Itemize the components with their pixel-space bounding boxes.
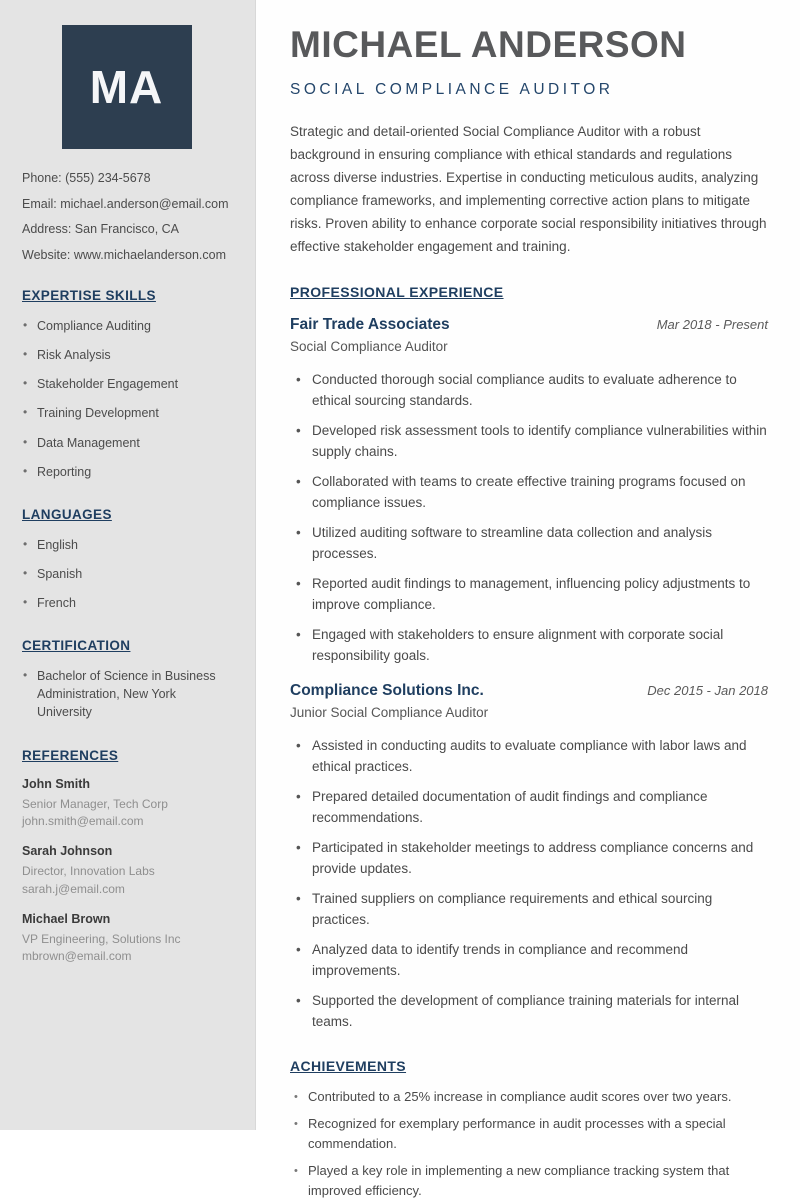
reference-role: Director, Innovation Labs	[22, 864, 155, 879]
job-bullet: • Trained suppliers on compliance requirements and ethical sourcing practices.	[290, 888, 768, 930]
contact-phone: Phone: (555) 234-5678	[22, 171, 151, 185]
reference-name: Sarah Johnson	[22, 844, 113, 859]
main-content	[257, 0, 800, 1198]
reference-email: sarah.j@email.com	[22, 881, 125, 896]
person-job-title: SOCIAL COMPLIANCE AUDITOR	[290, 80, 614, 98]
job-bullet: • Utilized auditing software to streamline data collection and analysis processes.	[290, 522, 768, 564]
company-name: Fair Trade Associates	[290, 315, 450, 333]
reference-name: Michael Brown	[22, 912, 111, 927]
reference-role: Senior Manager, Tech Corp	[22, 796, 168, 811]
references-heading: REFERENCES	[22, 747, 119, 763]
job-bullets	[290, 369, 768, 666]
job-role: Junior Social Compliance Auditor	[290, 704, 489, 720]
job-bullet: • Engaged with stakeholders to ensure alignment with corporate social responsibility goals.	[290, 624, 768, 666]
skills-list	[22, 317, 231, 481]
skill-item: • Training Development	[22, 404, 231, 422]
achievement-item: • Recognized for exemplary performance in audit processes with a special commendation.	[290, 1114, 768, 1154]
certification-item: • Bachelor of Science in Business Administration, New York University	[22, 667, 231, 721]
skill-item: • Data Management	[22, 434, 231, 452]
languages-list	[22, 536, 231, 612]
achievements-heading: ACHIEVEMENTS	[290, 1057, 407, 1074]
certification-list	[22, 667, 231, 721]
job-dates: Mar 2018 - Present	[656, 316, 768, 332]
reference-person	[22, 844, 231, 898]
avatar-initials: MA	[89, 61, 164, 113]
language-item: • French	[22, 594, 231, 612]
reference-person	[22, 912, 231, 966]
language-item: • Spanish	[22, 565, 231, 583]
languages-heading: LANGUAGES	[22, 506, 112, 522]
job-bullet: • Supported the development of compliance training materials for internal teams.	[290, 990, 768, 1032]
job-bullets	[290, 735, 768, 1032]
reference-role: VP Engineering, Solutions Inc	[22, 932, 181, 947]
job-bullet: • Participated in stakeholder meetings to address compliance concerns and provide updates.	[290, 837, 768, 879]
job-entry	[290, 682, 768, 1032]
job-header	[290, 316, 768, 334]
job-bullet: • Reported audit findings to management, influencing policy adjustments to improve compliance.	[290, 573, 768, 615]
achievement-item: • Contributed to a 25% increase in compliance audit scores over two years.	[290, 1087, 768, 1107]
avatar	[62, 25, 192, 149]
reference-person	[22, 777, 231, 831]
languages-section	[22, 507, 231, 612]
job-dates: Dec 2015 - Jan 2018	[647, 682, 768, 698]
skill-item: • Compliance Auditing	[22, 317, 231, 335]
job-header	[290, 682, 768, 700]
contact-info	[22, 172, 231, 262]
contact-email: Email: michael.anderson@email.com	[22, 196, 229, 211]
reference-email: mbrown@email.com	[22, 949, 132, 964]
skills-section	[22, 288, 231, 481]
skills-heading: EXPERTISE SKILLS	[22, 288, 156, 303]
achievement-item: • Played a key role in implementing a new compliance tracking system that improved efficiency.	[290, 1161, 768, 1201]
contact-address: Address: San Francisco, CA	[22, 222, 180, 237]
certification-heading: CERTIFICATION	[22, 638, 131, 654]
job-bullet: • Developed risk assessment tools to identify compliance vulnerabilities within supply chains.	[290, 420, 768, 462]
job-bullet: • Collaborated with teams to create effective training programs focused on compliance issues.	[290, 471, 768, 513]
skill-item: • Stakeholder Engagement	[22, 375, 231, 393]
job-bullet: • Assisted in conducting audits to evaluate compliance with labor laws and ethical practices.	[290, 735, 768, 777]
sidebar	[0, 0, 256, 1130]
skill-item: • Risk Analysis	[22, 346, 231, 364]
job-role: Social Compliance Auditor	[290, 338, 448, 354]
language-item: • English	[22, 536, 231, 554]
reference-email: john.smith@email.com	[22, 813, 144, 828]
job-bullet: • Prepared detailed documentation of audit findings and compliance recommendations.	[290, 786, 768, 828]
reference-name: John Smith	[22, 776, 91, 791]
achievements-list	[290, 1087, 768, 1201]
experience-heading: PROFESSIONAL EXPERIENCE	[290, 283, 504, 300]
references-section	[22, 748, 231, 966]
job-entry	[290, 316, 768, 666]
job-bullet: • Analyzed data to identify trends in compliance and recommend improvements.	[290, 939, 768, 981]
job-bullet: • Conducted thorough social compliance audits to evaluate adherence to ethical sourcing standards.	[290, 369, 768, 411]
contact-website: Website: www.michaelanderson.com	[22, 247, 227, 262]
person-name: MICHAEL ANDERSON	[290, 24, 687, 65]
skill-item: • Reporting	[22, 463, 231, 481]
company-name: Compliance Solutions Inc.	[290, 681, 484, 699]
profile-summary: Strategic and detail-oriented Social Compliance Auditor with a robust background in ensuring compliance with ethical standards and regulations across diverse industries. Expertise in conducting meticulous audits, analyzing compliance frameworks, and implementing corrective action plans to mitigate risks. Proven ability to enhance corporate social responsibility initiatives through effective stakeholder engagement and training.	[290, 123, 767, 254]
certification-section	[22, 638, 231, 721]
